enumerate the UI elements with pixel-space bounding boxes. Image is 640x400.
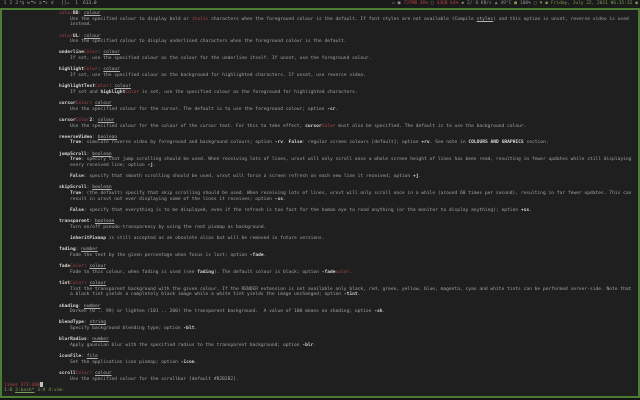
man-text-line: Tint the transparent background with the given colour. If the RENDER extension is not available only black, red, green, yellow, blue, magenta, cyan and white tints can be performed server-side. Note that [70, 286, 632, 292]
tag-2[interactable]: 2 [9, 1, 13, 6]
terminal-window[interactable] [0, 8, 640, 398]
indicator-icon: ● [635, 1, 638, 6]
tag-a[interactable]: a [39, 1, 42, 6]
man-entry-name: blurRadius: number [59, 337, 109, 343]
tag-w[interactable]: w [27, 1, 30, 6]
man-entry-name: cursorColor: colour [59, 101, 112, 106]
man-entry-name: jumpScroll: boolean [59, 151, 112, 157]
temp-icon: ▲ [494, 1, 498, 6]
disk-usage: 44GB 64% [436, 1, 459, 6]
tag-client-mark [31, 1, 32, 2]
desktop-icon: ▫ [392, 1, 395, 6]
man-text-line: Use the specified colour for the colour of the cursor text. For this to take effect, cursorColor must also be specified. The default is to use the background colour. [70, 123, 527, 129]
man-entry-name: highlightTextColor: colour [59, 84, 131, 90]
man-text-line: Turn on/off pseudo-transparency by using the root pixmap as background. [70, 224, 267, 230]
session-status-line: 1:0 2:bash* 3:# 4:vim- [4, 387, 65, 393]
clock-icon: ● [545, 1, 548, 6]
man-text-line: Darken (0 .. 99) or lighten (101 .. 200) the transparent background. A value of 100 means no shading; option -sh. [70, 309, 386, 315]
man-entry-name: colorBD: colour [59, 11, 101, 16]
man-text-line: Use the specified colour for the cursor. The default is to use the foreground colour; option -cr. [70, 106, 339, 112]
layout-indicator[interactable]: []= [61, 1, 70, 6]
tag-1[interactable]: 1 [3, 1, 7, 6]
man-entry-name: iconFile: file [59, 354, 98, 360]
man-entry-name: cursorColor2: colour [59, 117, 115, 123]
man-entry-name: colorUL: colour [59, 33, 101, 39]
man-text-line: Set the application icon pixmap; option -icon. [70, 359, 198, 365]
man-text-line: False: specify that smooth scrolling should be used. urxvt will force a screen refresh on each new line it received; option +j. [70, 174, 422, 180]
man-entry-name: highlightColor: colour [59, 67, 120, 73]
man-text-line: True: specify that jump scrolling should be used. When receiving lots of lines, urxvt will only scroll once a whole screen height of lines has been read, resulting in fewer updates while still displaying [70, 157, 632, 163]
volume-icon: ◆ [461, 1, 465, 6]
pager-status-line: lines 372-430 [2, 382, 638, 388]
client-count: 1 [75, 1, 79, 6]
network-speed: 0 KB/s [475, 1, 492, 6]
temperature: 49°C [500, 1, 512, 6]
battery-icon: ■ [514, 1, 517, 6]
disk-icon: □ [430, 1, 434, 6]
battery-level: 100% [520, 1, 531, 6]
man-entry-name: skipScroll: boolean [59, 185, 112, 191]
man-entry-name: transparent: boolean [59, 219, 115, 225]
man-entry-name: tintColor: colour [59, 281, 107, 286]
man-text-line: True: simulate reverse video by foreground and background colours; option -rv. False: regular screen colours [default]; option +rv. See note in COLOURS AND GRAPHICS section. [70, 140, 549, 146]
text-cursor [40, 382, 43, 387]
tag-e[interactable]: e [33, 1, 36, 6]
man-text-line: False: specify that everything is to be displayed, even if the refresh is too fast for the human eye to read anything (or the monitor to display anything); option +ss. [70, 207, 532, 213]
man-text-line: Fade to this colour, when fading is used (see fading). The default colour is black; option -fadecolor. [70, 269, 353, 275]
man-entry-name: fading: number [59, 247, 98, 253]
tag-client-mark [43, 1, 44, 2]
window-title: 613.0 [83, 1, 97, 6]
man-text-line: If set and highlightColor is set, use the specified colour as the foreground for highlighted characters. [70, 89, 358, 95]
tag-q[interactable]: q [21, 1, 25, 6]
statusbar [0, 0, 640, 8]
man-text-line: Use the specified colour for the scrollbar [default #B2B2B2]. [70, 376, 239, 382]
man-text-line: Use the specified colour to display bold or italic characters when the foreground colour is the default. If font styles are not available (Compile styles) and this option is unset, reverse video is used [70, 16, 629, 22]
man-entry-name: fadeColor: colour [59, 264, 107, 270]
tag-client-mark [20, 1, 21, 2]
man-text-line: Specify background blending type; option -blt. [70, 326, 198, 331]
datetime: Friday, July 22, 2011 06:35:32 [551, 1, 633, 6]
man-text-line: Use the specified colour to display underlined characters when the foreground colour is the default. [70, 39, 347, 45]
mail-count: 2/ [467, 1, 473, 6]
man-text-line: result in urxvt not ever displaying some of the lines it receives; option -ss. [70, 196, 286, 202]
man-entry-name: blendType: string [59, 320, 107, 326]
man-text-line: If set, use the specified colour as the background for highlighted characters. If unset, use reverse video. [70, 72, 366, 78]
workspace-tags [2, 0, 55, 8]
man-text-line: a black tint yields a completely black image while a white tint yields the image unchanged; option -tint. [70, 292, 361, 298]
man-text-line: If set, use the specified colour as the colour for the underline itself. If unset, use the foreground colour. [70, 56, 372, 61]
man-text-line: Apply gaussian blur with the specified radius to the transparent background; option -blr. [70, 342, 317, 348]
man-entry-name: shading: number [59, 303, 101, 309]
wifi-icon: ▼ [539, 1, 543, 6]
tag-3[interactable]: 3 [15, 1, 19, 6]
man-entry-name: reverseVideo: boolean [59, 134, 118, 140]
memory-usage: 737MB 36% [403, 1, 428, 6]
brightness-icon: □ [533, 1, 537, 6]
cpu-icon: ■ [397, 1, 401, 6]
man-text-line: instead. [70, 22, 93, 28]
tag-d[interactable]: d [50, 1, 54, 6]
man-entry-name: scrollColor: colour [59, 371, 112, 376]
man-text-line: inheritPixmap is still accepted as an obsolete alias but will be removed in future versions. [70, 236, 325, 241]
terminal-content[interactable] [2, 10, 638, 396]
man-entry-name: underlineColor: colour [59, 50, 120, 56]
man-text-line: True: (the default) specify that skip scrolling should be used. When receiving lots of lines, urxvt will only scroll once in a while (around 60 times per second), resulting in far fewer updates. This can [70, 191, 632, 196]
status-segments [392, 0, 638, 8]
man-text-line: every received line; option -j. [70, 162, 156, 168]
tag-s[interactable]: s [44, 1, 48, 6]
man-text-line: Fade the text by the given percentage when focus is lost; option -fade. [70, 252, 267, 258]
